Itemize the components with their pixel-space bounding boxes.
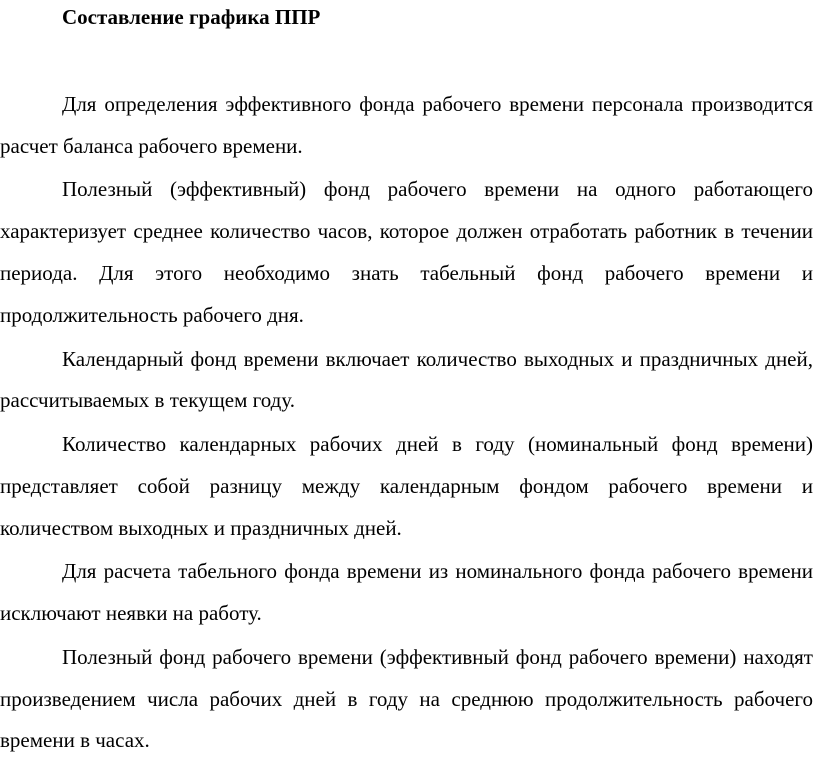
paragraph-1: Для определения эффективного фонда рабочего времени персонала производится расчет баланса рабочего времени.	[0, 92, 813, 158]
paragraph-5: Для расчета табельного фонда времени из номинального фонда рабочего времени исключают неявки на работу.	[0, 559, 813, 626]
section-title: Составление графика ППР	[62, 5, 321, 29]
paragraph-3: Календарный фонд времени включает количество выходных и праздничных дней, рассчитываемых в текущем году.	[0, 346, 813, 413]
paragraph-4: Количество календарных рабочих дней в году (номинальный фонд времени) представляет собой разницу между календарным фондом рабочего времени и количеством выходных и праздничных дней.	[0, 432, 813, 540]
paragraph-6: Полезный фонд рабочего времени (эффективный фонд рабочего времени) находят произведением числа рабочих дней в году на среднюю продолжительность рабочего времени в часах.	[0, 644, 813, 753]
document-body	[0, 84, 813, 764]
paragraph-2: Полезный (эффективный) фонд рабочего времени на одного работающего характеризует среднее количество часов, которое должен отработать работник в течении периода. Для этого необходимо знать табельный фонд рабочего времени и продолжительность рабочего дня.	[0, 177, 813, 327]
